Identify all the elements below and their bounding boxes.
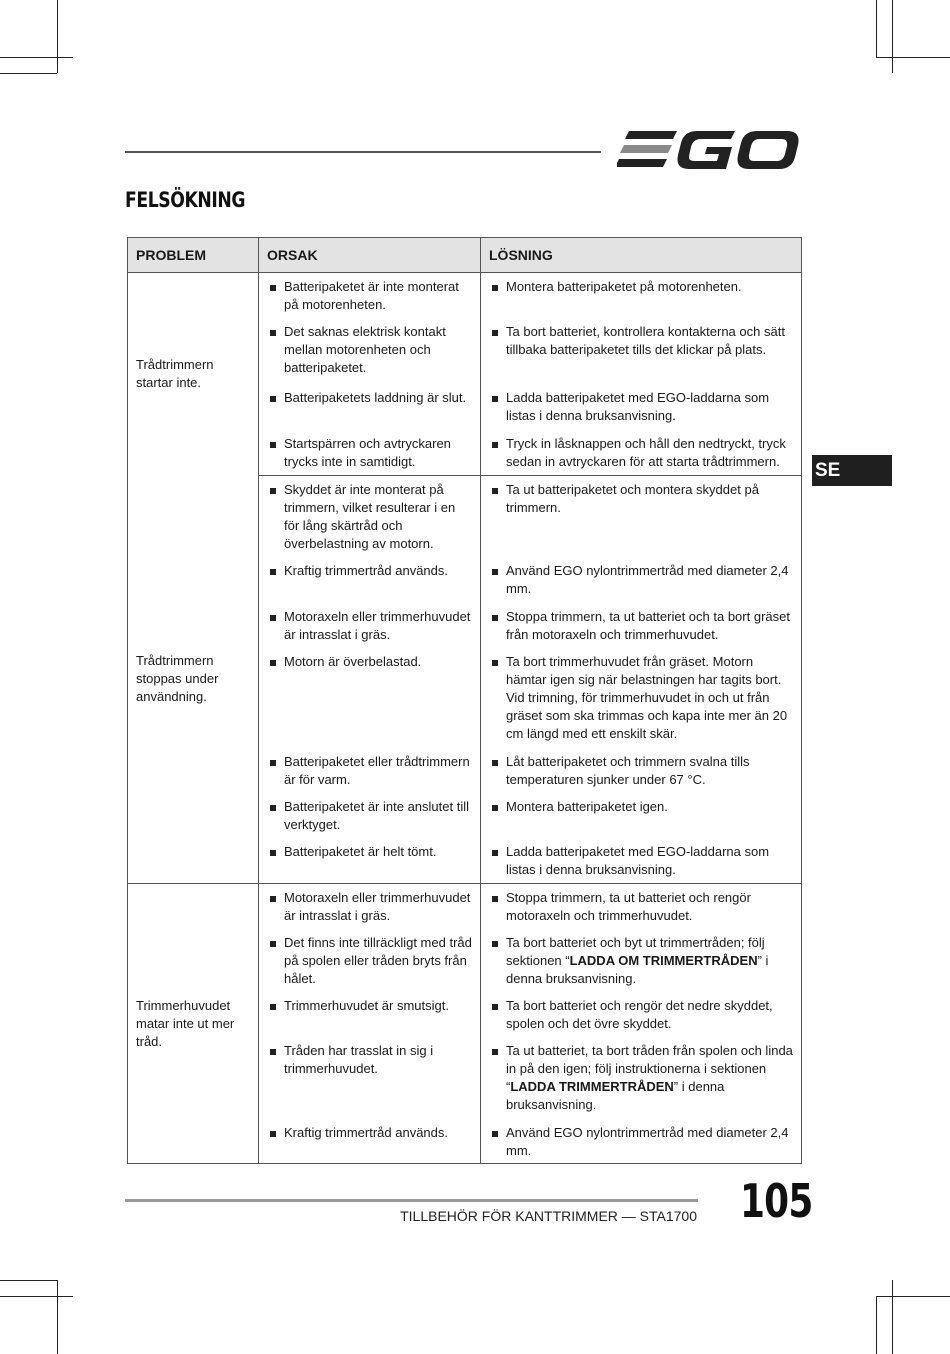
table-row: [128, 273, 802, 318]
page-title: FELSÖKNING: [125, 188, 246, 212]
cause-item: Batteripaketet är helt tömt.: [259, 838, 480, 861]
solution-text: ” i denna bruksanvisning.: [506, 952, 769, 986]
solution-item: Ta bort batteriet och rengör det nedre skyddet, spolen och det övre skyddet.: [481, 992, 801, 1033]
cause-item: Batteripaketets laddning är slut.: [259, 384, 480, 407]
header-rule: [125, 151, 601, 153]
cause-item: Kraftig trimmertråd används.: [259, 557, 480, 580]
page-number: 105: [740, 1174, 813, 1228]
column-header-cause: ORSAK: [259, 238, 481, 273]
solution-section-reference: LADDA OM TRIMMERTRÅDEN: [569, 952, 758, 968]
crop-mark: [57, 1280, 58, 1354]
solution-item: Låt batteripaketet och trimmern svalna tills temperaturen sjunker under 67 °C.: [481, 748, 801, 789]
solution-section-reference: LADDA TRIMMERTRÅDEN: [510, 1078, 674, 1094]
solution-text: ” i denna bruksanvisning.: [506, 1078, 725, 1112]
solution-item: [481, 929, 801, 988]
troubleshooting-table: [127, 237, 802, 1164]
crop-mark: [876, 57, 950, 58]
solution-item: Ta bort batteriet, kontrollera kontakterna och sätt tillbaka batteripaketet tills det klickar på plats.: [481, 318, 801, 359]
solution-item: Använd EGO nylontrimmertråd med diameter 2,4 mm.: [481, 557, 801, 598]
cause-item: Startspärren och avtryckaren trycks inte in samtidigt.: [259, 430, 480, 471]
crop-mark: [892, 0, 893, 73]
crop-mark: [876, 1296, 877, 1354]
crop-mark: [876, 1296, 950, 1297]
problem-cell: Trådtrimmern stoppas under användning.: [128, 476, 259, 884]
cause-item: Motoraxeln eller trimmerhuvudet är intrasslat i gräs.: [259, 603, 480, 644]
cause-item: Det finns inte tillräckligt med tråd på spolen eller tråden bryts från hålet.: [259, 929, 480, 988]
solution-text: Ta bort batteriet och byt ut trimmertråden; följ sektionen “: [506, 934, 765, 968]
cause-item: Skyddet är inte monterat på trimmern, vilket resulterar i en för lång skärtråd och överbelastning av motorn.: [259, 476, 480, 553]
crop-mark: [57, 0, 58, 73]
solution-item: [481, 1037, 801, 1114]
table-header-row: [128, 238, 802, 273]
crop-mark: [0, 1296, 73, 1297]
solution-text: Ta ut batteriet, ta bort tråden från spolen och linda in på den igen; följ instruktionerna i sektionen “: [506, 1042, 793, 1094]
cause-item: Tråden har trasslat in sig i trimmerhuvudet.: [259, 1037, 480, 1078]
cause-item: Motorn är överbelastad.: [259, 648, 480, 671]
problem-cell: Trimmerhuvudet matar inte ut mer tråd.: [128, 884, 259, 1164]
crop-mark: [892, 1280, 893, 1354]
cause-item: Kraftig trimmertråd används.: [259, 1119, 480, 1142]
solution-item: Ta ut batteripaketet och montera skyddet på trimmern.: [481, 476, 801, 517]
cause-item: Batteripaketet är inte monterat på motorenheten.: [259, 273, 480, 314]
solution-item: Ta bort trimmerhuvudet från gräset. Motorn hämtar igen sig när belastningen har tagits bort. Vid trimning, för trimmerhuvudet in och ut från gräset som ska trimmas och kapa inte mer än 20 cm längd med ett enskilt skär.: [481, 648, 801, 743]
crop-mark: [876, 0, 877, 57]
table-row: [128, 884, 802, 929]
problem-cell: Trådtrimmern startar inte.: [128, 273, 259, 476]
crop-mark: [0, 1280, 57, 1281]
solution-item: Stoppa trimmern, ta ut batteriet och ta bort gräset från motoraxeln och trimmerhuvudet.: [481, 603, 801, 644]
ego-logo: [617, 128, 800, 172]
language-tab: SE: [812, 455, 892, 486]
crop-mark: [0, 57, 73, 58]
cause-item: Det saknas elektrisk kontakt mellan motorenheten och batteripaketet.: [259, 318, 480, 377]
solution-item: Ladda batteripaketet med EGO-laddarna som listas i denna bruksanvisning.: [481, 384, 801, 425]
solution-item: Montera batteripaketet på motorenheten.: [481, 273, 801, 296]
crop-mark: [0, 73, 57, 74]
solution-item: Montera batteripaketet igen.: [481, 793, 801, 816]
footer-rule: [125, 1199, 698, 1202]
cause-item: Batteripaketet är inte anslutet till verktyget.: [259, 793, 480, 834]
footer-text: TILLBEHÖR FÖR KANTTRIMMER — STA1700: [400, 1208, 697, 1224]
column-header-solution: LÖSNING: [481, 238, 802, 273]
table-row: [128, 476, 802, 557]
cause-item: Trimmerhuvudet är smutsigt.: [259, 992, 480, 1015]
solution-item: Använd EGO nylontrimmertråd med diameter 2,4 mm.: [481, 1119, 801, 1160]
column-header-problem: PROBLEM: [128, 238, 259, 273]
cause-item: Batteripaketet eller trådtrimmern är för varm.: [259, 748, 480, 789]
solution-item: Stoppa trimmern, ta ut batteriet och rengör motoraxeln och trimmerhuvudet.: [481, 884, 801, 925]
solution-item: Ladda batteripaketet med EGO-laddarna som listas i denna bruksanvisning.: [481, 838, 801, 879]
cause-item: Motoraxeln eller trimmerhuvudet är intrasslat i gräs.: [259, 884, 480, 925]
solution-item: Tryck in låsknappen och håll den nedtryckt, tryck sedan in avtryckaren för att starta trådtrimmern.: [481, 430, 801, 471]
